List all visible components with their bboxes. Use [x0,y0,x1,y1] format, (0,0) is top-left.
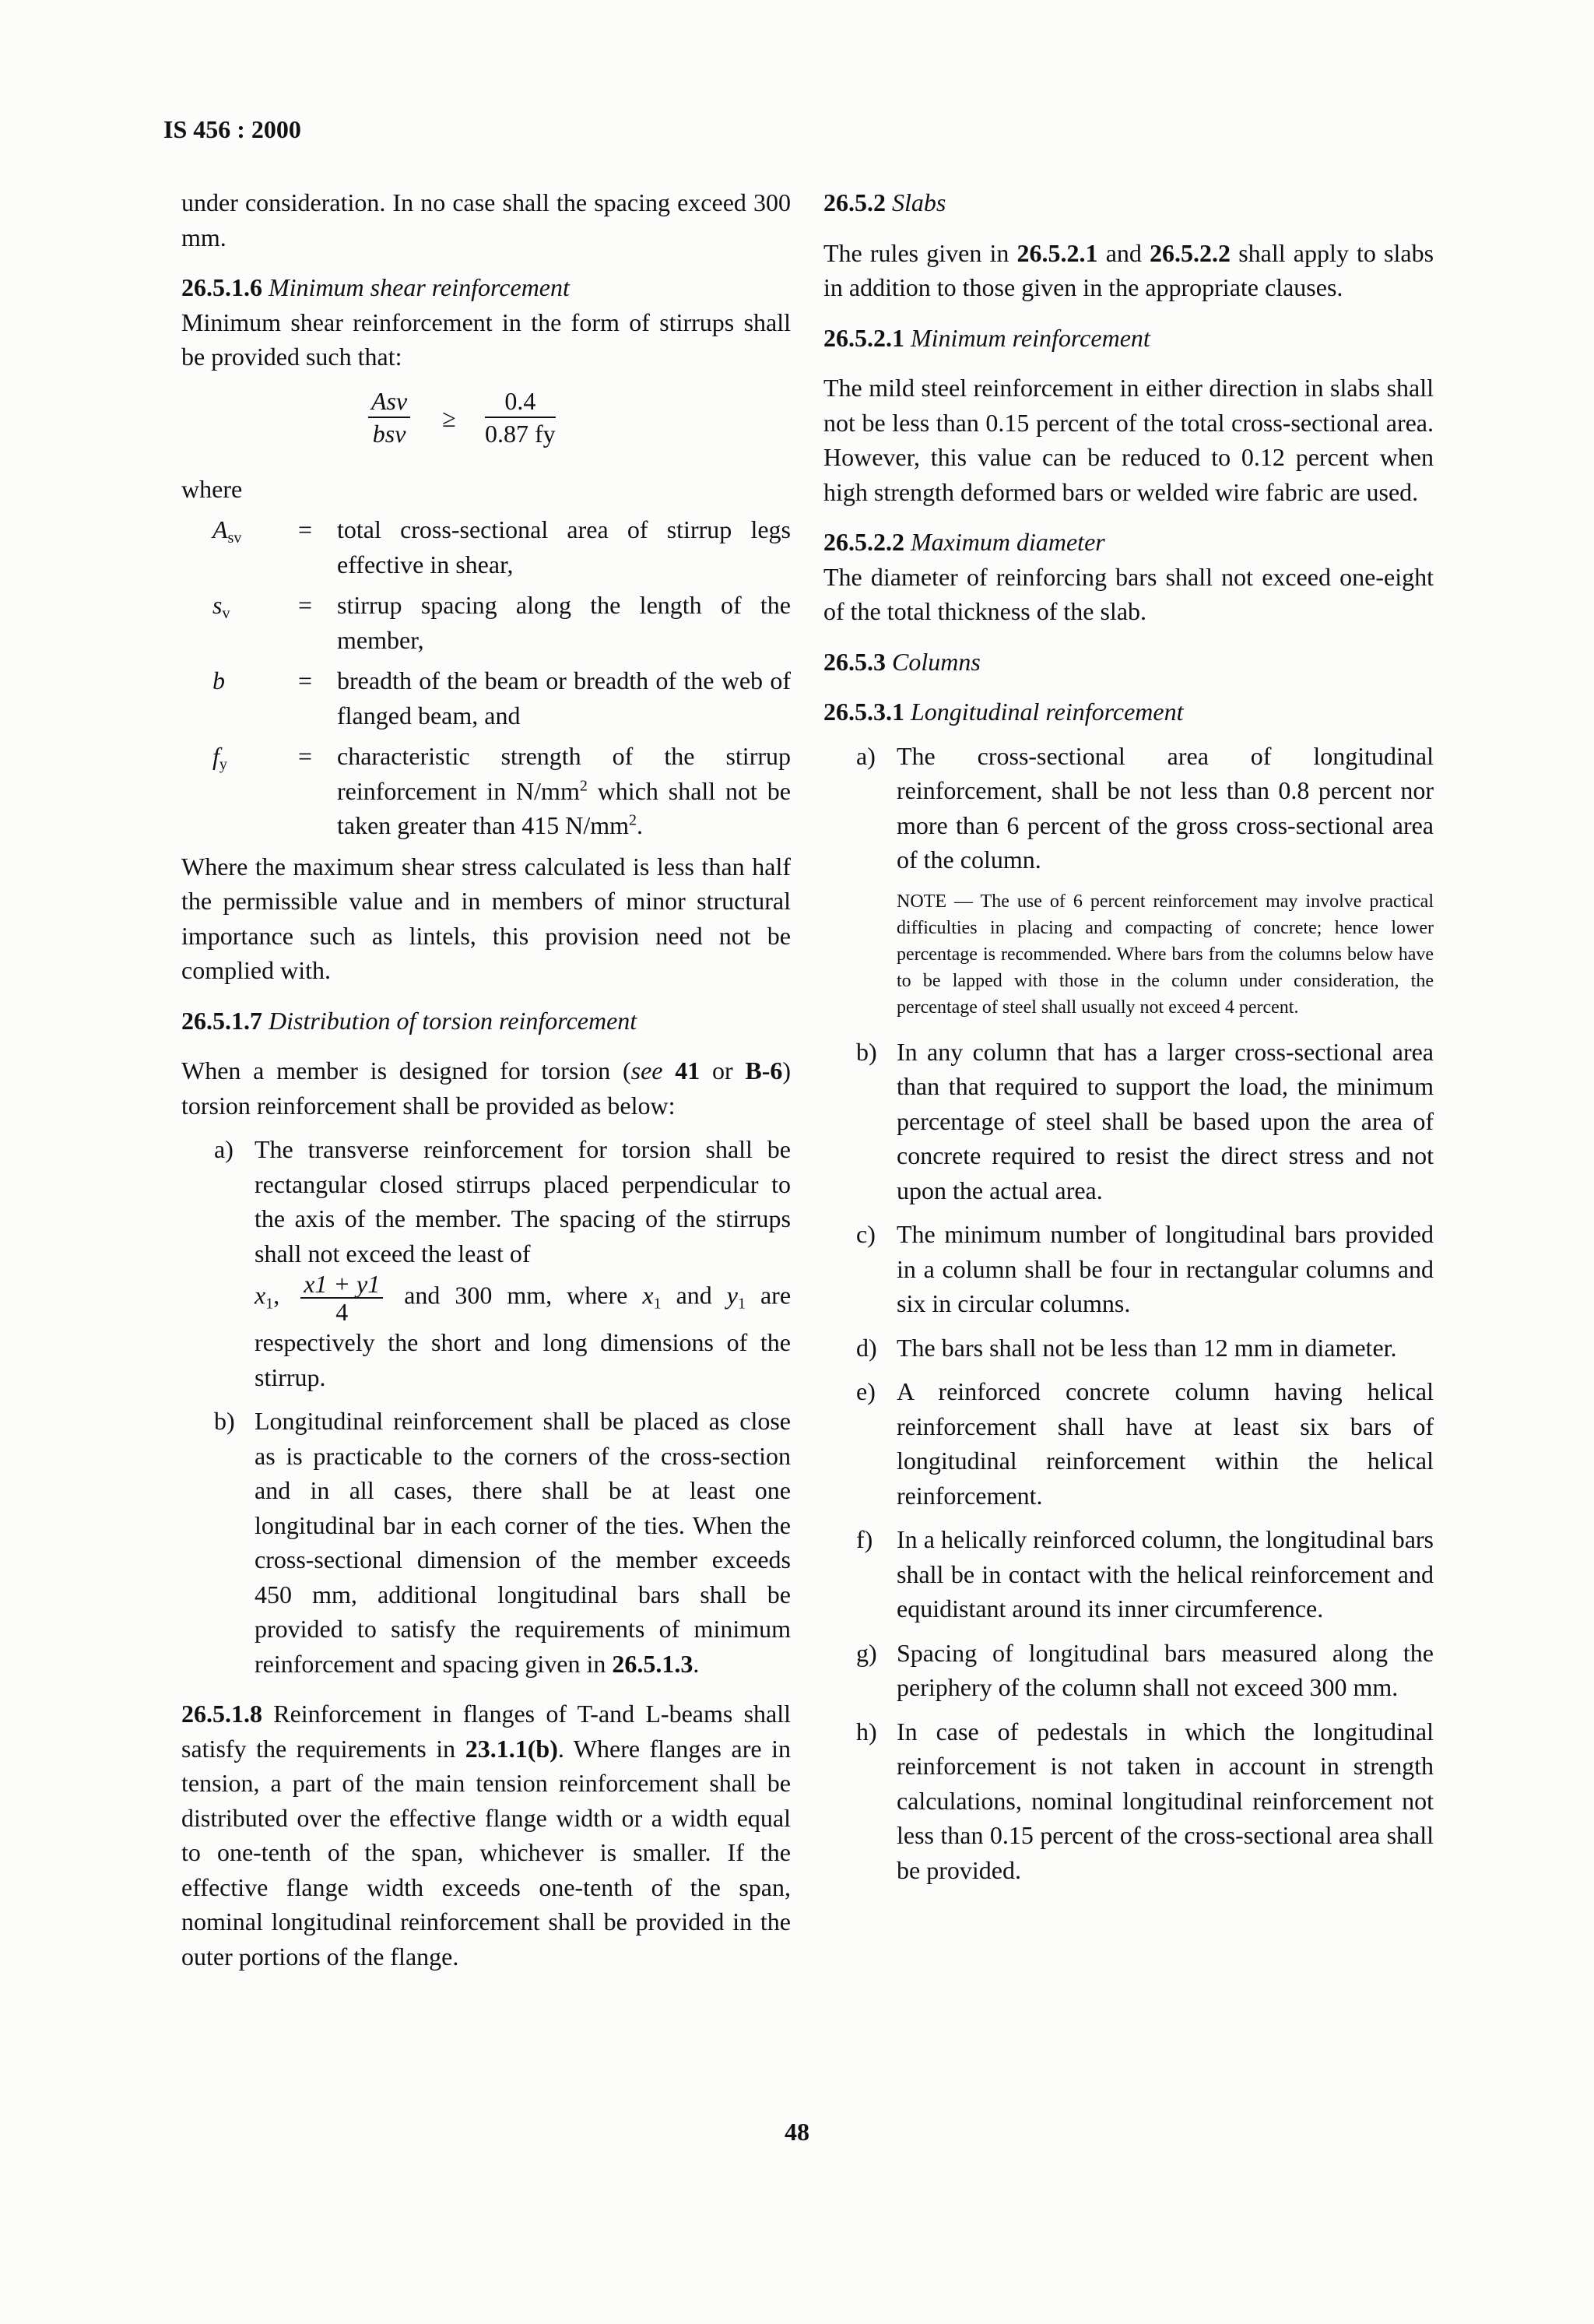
left-column [181,185,791,1974]
where-label: where [181,474,243,503]
clause-heading-26-5-2-1 [823,321,1434,356]
formula-rhs-denominator: 0.87 fy [485,419,556,448]
cross-reference: 23.1.1(b) [465,1734,558,1763]
shear-formula [181,374,791,472]
list-label: d) [856,1333,877,1362]
symbol-subscript: v [222,605,230,622]
symbol: A [212,515,228,543]
symbol-definitions [181,512,791,843]
clause-number: 26.5.2.2 [823,528,904,556]
list-item: g) Spacing of longitudinal bars measured along the periphery of the column shall not exceed 300 mm. [823,1636,1434,1705]
list-item: d) The bars shall not be less than 12 mm in diameter. [823,1331,1434,1366]
list-label: a) [214,1135,233,1163]
list-label: g) [856,1638,877,1667]
paragraph-min-shear: Minimum shear reinforcement in the form of stirrups shall be provided such that: [181,308,791,371]
definition-asv [181,512,791,582]
list-item: b) Longitudinal reinforcement shall be placed as close as is practicable to the corners of the cross-section and in all cases, there shall be at least one longitudinal bar in each corner of the ties. When the cross-sectional dimension of the member exceeds 450 mm, additional longitudinal bars shall be provided to satisfy the requirements of minimum reinforcement and spacing given in 26.5.1.3. [181,1404,791,1681]
list-label: f) [856,1525,873,1553]
list-label: e) [856,1377,876,1405]
definition-b [181,663,791,733]
paragraph-torsion: When a member is designed for torsion (see 41 or B-6) torsion reinforcement shall be provided as below: [181,1057,792,1120]
clause-heading-26-5-2 [823,185,1434,220]
equals-sign: = [298,515,313,543]
clause-title: Slabs [892,188,946,216]
paragraph-intro: under consideration. In no case shall the spacing exceed 300 mm. [181,188,791,251]
formula-lhs [368,385,410,449]
clause-number: 26.5.2.1 [823,323,904,352]
column-requirements-list [823,739,1434,877]
equals-sign: = [298,666,313,694]
clause-heading-26-5-3 [823,645,1434,680]
definition-text: stirrup spacing along the length of the member, [337,591,791,654]
list-item: a) The transverse reinforcement for torsion shall be rectangular closed stirrups placed perpendicular to the axis of the member. The spacing of the stirrups shall not exceed the least of $x_1$, $\frac{x1 + y1}{4}$ and 300 mm, where $x_1$ and $y_1$ are respectively the short and long dimensions of the stirrup. [181,1132,791,1394]
clause-title: Longitudinal reinforcement [911,698,1184,726]
formula-rhs-numerator: 0.4 [485,385,556,418]
cross-reference: 26.5.2.2 [1150,238,1231,267]
formula-lhs-denominator: bsv [372,419,406,448]
definition-text: characteristic strength of the stirrup reinforcement in $N/mm^2$ which shall not be taken greater than 415 $N/mm^2$. [337,742,792,839]
list-item: e) A reinforced concrete column having helical reinforcement shall have at least six bars of longitudinal reinforcement within the helical reinforcement. [823,1374,1434,1513]
torsion-list [181,1132,791,1681]
symbol: f [212,742,219,770]
formula-lhs-numerator: Asv [368,385,410,418]
column-requirements-list-continued [823,1035,1434,1888]
list-label: c) [856,1220,876,1248]
clause-title: Minimum reinforcement [911,323,1150,352]
clause-title: Columns [892,647,981,676]
symbol: b [212,666,225,694]
definition-sv [181,588,791,657]
formula-operator: ≥ [442,403,456,432]
symbol-subscript: sv [227,529,242,547]
clause-number: 26.5.3 [823,647,886,676]
clause-number: 26.5.3.1 [823,698,904,726]
list-label: b) [856,1037,877,1066]
symbol-subscript: y [219,756,227,773]
list-item: c) The minimum number of longitudinal bars provided in a column shall be four in rectangular columns and six in circular columns. [823,1217,1434,1321]
paragraph-exception: Where the maximum shear stress calculated is less than half the permissible value and in members of minor structural importance such as lintels, this provision need not be complied with. [181,852,791,984]
equals-sign: = [298,591,313,619]
page-number: 48 [785,2118,809,2146]
clause-title: Maximum diameter [911,528,1105,556]
clause-heading-26-5-1-6 [181,270,791,305]
cross-reference: 26.5.1.3 [612,1649,693,1678]
paragraph-max-diameter: The diameter of reinforcing bars shall not exceed one-eight of the total thickness of the slab. [823,562,1434,625]
clause-number: 26.5.1.6 [181,273,262,301]
definition-text: breadth of the beam or breadth of the web of flanged beam, and [337,666,791,730]
paragraph-flanges: 26.5.1.8 Reinforcement in flanges of T-and L-beams shall satisfy the requirements in 23.1.1(b). Where flanges are in tension, a part of the main tension reinforcement shall be distributed over the effective flange width or a width equal to one-tenth of the span, whichever is smaller. If the effective flange width exceeds one-tenth of the span, nominal longitudinal reinforcement shall be provided in the outer portions of the flange. [181,1700,792,1971]
cross-reference: B-6 [745,1057,783,1085]
equals-sign: = [298,742,313,770]
clause-number: 26.5.2 [823,188,886,216]
list-item: h) In case of pedestals in which the longitudinal reinforcement is not taken in account in strength calculations, nominal longitudinal reinforcement not less than 0.15 percent of the cross-sectional area shall be provided. [823,1714,1434,1888]
clause-title: Distribution of torsion reinforcement [269,1006,637,1035]
paragraph-min-reinforcement: The mild steel reinforcement in either direction in slabs shall not be less than 0.15 percent of the total cross-sectional area. However, this value can be reduced to 0.12 percent when high strength deformed bars or welded wire fabric are used. [823,374,1434,506]
list-item: a) The cross-sectional area of longitudinal reinforcement, shall be not less than 0.8 percent nor more than 6 percent of the gross cross-sectional area of the column. [823,739,1434,877]
clause-number: 26.5.1.7 [181,1006,262,1035]
cross-reference: 26.5.2.1 [1016,238,1098,267]
definition-fy [181,739,791,843]
clause-heading-26-5-3-1 [823,694,1434,730]
note-paragraph: NOTE — The use of 6 percent reinforcement may involve practical difficulties in placing and compacting of concrete; hence lower percentage is recommended. Where bars from the columns below have to be lapped with those in the column under consideration, the percentage of steel shall usually not exceed 4 percent. [897,891,1434,1018]
list-item: f) In a helically reinforced column, the longitudinal bars shall be in contact with the helical reinforcement and equidistant around its inner circumference. [823,1522,1434,1626]
clause-heading-26-5-2-2 [823,525,1434,560]
clause-title: Minimum shear reinforcement [269,273,570,301]
formula-rhs [485,385,556,449]
document-standard-header: IS 456 : 2000 [163,115,301,143]
symbol: s [212,591,223,619]
definition-text: total cross-sectional area of stirrup legs effective in shear, [337,515,791,578]
clause-number: 26.5.1.8 [181,1700,262,1728]
right-column [823,185,1434,1887]
list-label: a) [856,741,876,770]
cross-reference: 41 [675,1057,700,1085]
paragraph-slabs: The rules given in 26.5.2.1 and 26.5.2.2 shall apply to slabs in addition to those given in the appropriate clauses. [823,238,1434,301]
clause-heading-26-5-1-7 [181,1004,791,1039]
list-item: b) In any column that has a larger cross-sectional area than that required to support the load, the minimum percentage of steel shall be based upon the area of concrete required to resist the direct stress and not upon the actual area. [823,1035,1434,1208]
list-label: h) [856,1717,877,1746]
inline-fraction: $\frac{x1 + y1}{4}$ [300,1271,383,1325]
list-label: b) [214,1407,235,1435]
